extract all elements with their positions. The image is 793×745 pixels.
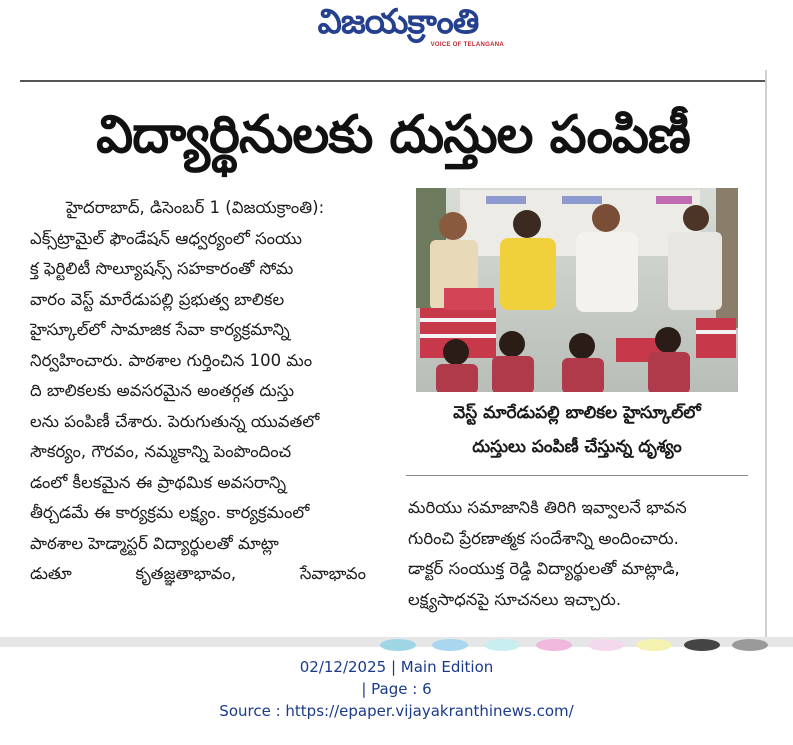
logo-tagline: VOICE OF TELANGANA — [430, 42, 504, 48]
article-word: సేవాభావం — [299, 564, 366, 583]
color-mark — [588, 639, 624, 651]
logo-text: విజయక్రాంతి — [317, 2, 479, 42]
article-line: ది బాలికలకు అవసరమైన అంతర్గత దుస్తు — [30, 381, 295, 400]
article-line: డాక్టర్ సంయుక్త రెడ్డి విద్యార్థులతో మాట్లాడి, — [408, 559, 680, 578]
article-line: హైస్కూల్‌లో సామాజిక సేవా కార్యక్రమాన్ని — [30, 320, 290, 339]
page-number: | Page : 6 — [361, 680, 432, 698]
article-line-last — [30, 559, 366, 590]
caption-line: దుస్తులు పంపిణీ చేస్తున్న దృశ్యం — [472, 437, 682, 457]
article-body-right — [408, 493, 748, 615]
article-word: కృతజ్ఞతాభావం, — [135, 564, 237, 583]
article-line: మరియు సమాజానికి తిరిగి ఇవ్వాలనే భావన — [408, 498, 687, 517]
caption-divider — [406, 475, 748, 476]
article-line: వారం వెస్ట్ మారేడుపల్లి ప్రభుత్వ బాలికల — [30, 289, 285, 309]
newspaper-logo — [284, 2, 512, 46]
article-line: నిర్వహించారు. పాఠశాల గుర్తించిన 100 మం — [30, 350, 313, 370]
photo-image — [416, 188, 738, 392]
source-url[interactable]: Source : https://epaper.vijayakranthinews.com/ — [219, 702, 574, 720]
source-footer — [0, 656, 793, 722]
article-line: పాఠశాల హెడ్మాస్టర్ విద్యార్థులతో మాట్లా — [30, 533, 279, 553]
article-line: సౌకర్యం, గౌరవం, నమ్మకాన్ని పెంపొందించ — [30, 442, 292, 461]
article-line: క్త ఫెర్టిలిటీ సొల్యూషన్స్ సహకారంతో సోమ — [30, 259, 294, 278]
color-mark — [636, 639, 672, 651]
article-line: హైదరాబాద్, డిసెంబర్ 1 (విజయక్రాంతి): — [66, 198, 325, 217]
photo-caption — [406, 396, 748, 464]
article-word: డుతూ — [30, 564, 72, 583]
color-registration-strip — [0, 637, 793, 647]
masthead — [0, 0, 793, 60]
color-mark — [484, 639, 520, 651]
article-body-left — [30, 193, 366, 590]
color-mark — [380, 639, 416, 651]
edition-date: 02/12/2025 | Main Edition — [299, 658, 494, 676]
article-line: డంలో కీలకమైన ఈ ప్రాథమిక అవసరాన్ని — [30, 472, 287, 492]
color-mark — [432, 639, 468, 651]
top-divider — [20, 80, 766, 82]
article-line: గురించి ప్రేరణాత్మక సందేశాన్ని అందించారు. — [408, 528, 679, 548]
color-mark — [536, 639, 572, 651]
article-line: లక్ష్యసాధనపై సూచనలు ఇచ్చారు. — [408, 589, 622, 609]
article-line: తీర్చడమే ఈ కార్యక్రమ లక్ష్యం. కార్యక్రమంలో — [30, 503, 310, 522]
caption-line: వెస్ట్ మారేడుపల్లి బాలికల హైస్కూల్‌లో — [453, 403, 701, 423]
article-headline: విద్యార్థినులకు దుస్తుల పంపిణీ — [96, 105, 690, 165]
news-photo — [416, 188, 738, 392]
article-line: ఎక్స్‌ట్రామైల్ ఫౌండేషన్ ఆధ్వర్యంలో సంయు — [30, 228, 302, 248]
article-line: లను పంపిణీ చేశారు. పెరుగుతున్న యువతలో — [30, 411, 320, 431]
color-mark — [732, 639, 768, 651]
color-mark — [684, 639, 720, 651]
